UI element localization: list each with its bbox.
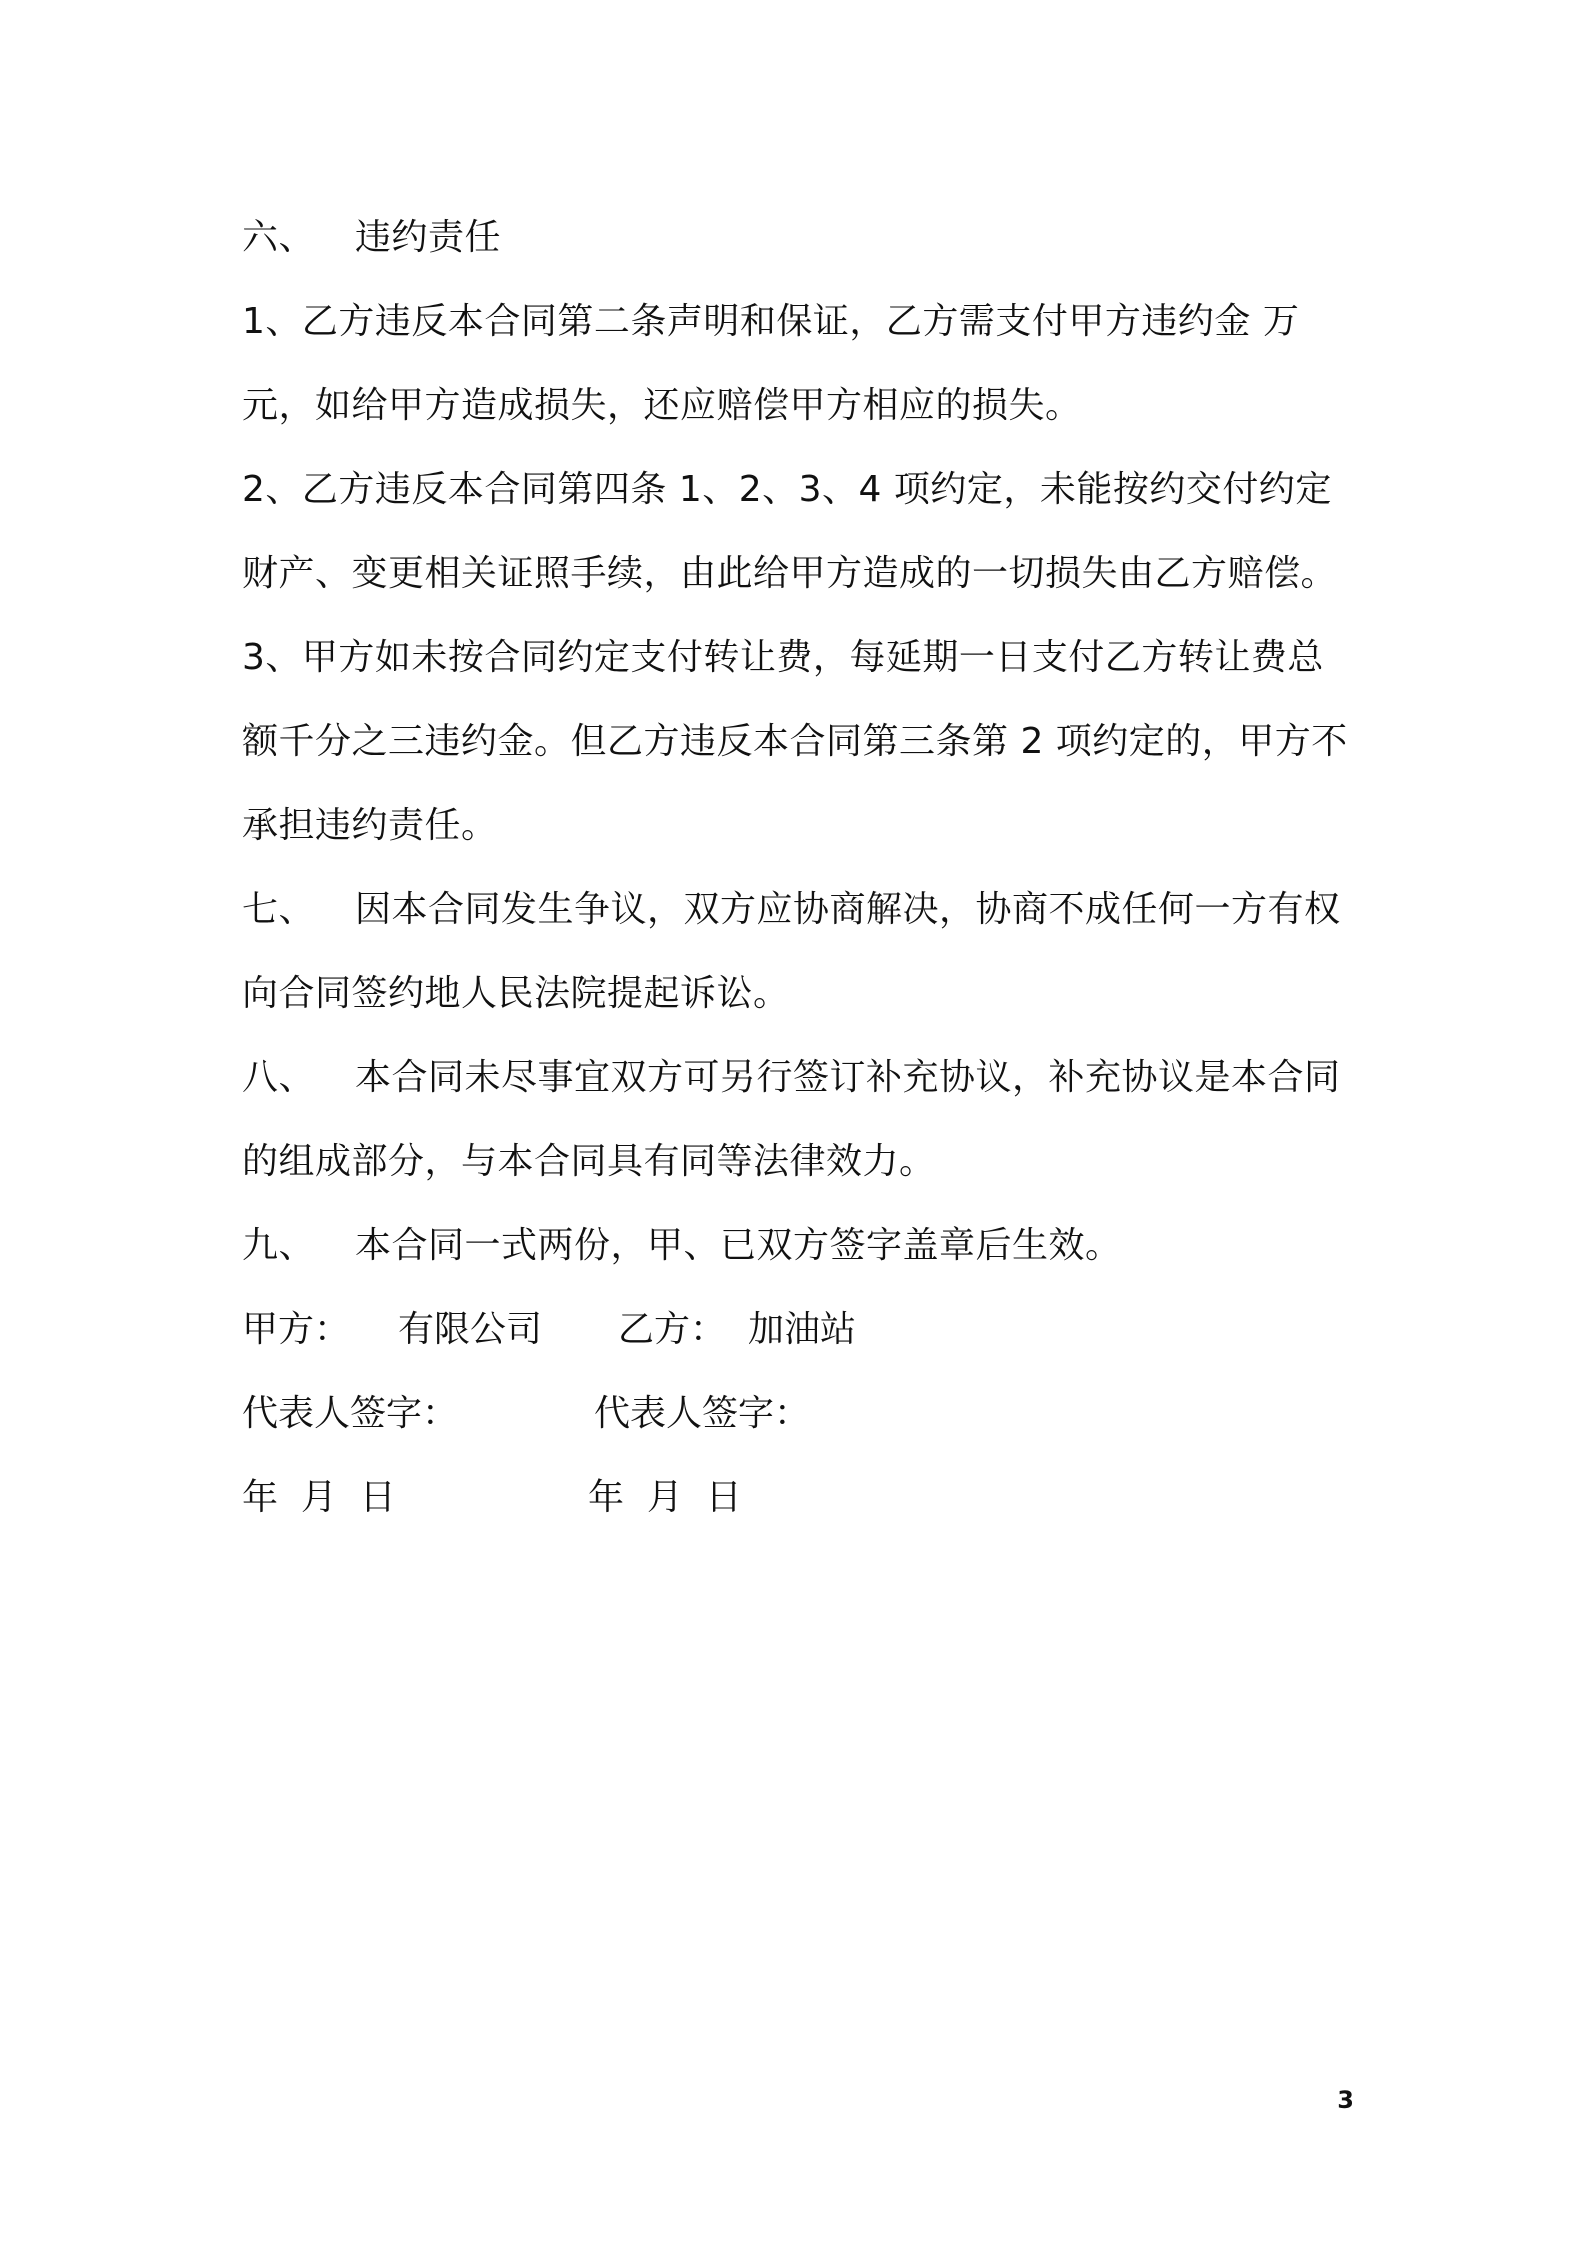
party-a-representative-label: 代表人签字：	[242, 1393, 459, 1434]
contract-body	[242, 196, 1362, 1540]
section-9-number: 九、	[242, 1225, 316, 1266]
section-8-text-1: 本合同未尽事宜双方可另行签订补充协议，补充协议是本合同	[355, 1057, 1341, 1098]
party-b-label: 乙方：	[618, 1309, 727, 1350]
section-6-number: 六、	[242, 217, 316, 258]
page-number: 3	[1337, 2086, 1354, 2114]
party-b-representative-label: 代表人签字：	[594, 1393, 811, 1434]
clause-6-3-line-1: 3、甲方如未按合同约定支付转让费，每延期一日支付乙方转让费总	[242, 637, 1324, 678]
section-7-line-2: 向合同签约地人民法院提起诉讼。	[242, 973, 790, 1014]
representative-row	[242, 1372, 1362, 1456]
clause-6-1-line-1: 1、乙方违反本合同第二条声明和保证，乙方需支付甲方违约金 万	[242, 301, 1300, 342]
section-9-line-1	[242, 1204, 1362, 1288]
section-7-line-1	[242, 868, 1362, 952]
party-a-label: 甲方：	[242, 1309, 351, 1350]
party-b-name: 加油站	[748, 1309, 857, 1350]
section-6-title: 违约责任	[355, 217, 502, 258]
section-8-line-1	[242, 1036, 1362, 1120]
clause-6-3-line-2: 额千分之三违约金。但乙方违反本合同第三条第 2 项约定的，甲方不	[242, 721, 1348, 762]
party-a-date: 年 月 日	[242, 1477, 396, 1518]
party-row	[242, 1288, 1362, 1372]
party-a-name: 有限公司	[398, 1309, 543, 1350]
section-9-text-1: 本合同一式两份，甲、已双方签字盖章后生效。	[355, 1225, 1122, 1266]
section-7-text-1: 因本合同发生争议，双方应协商解决，协商不成任何一方有权	[355, 889, 1341, 930]
section-8-number: 八、	[242, 1057, 316, 1098]
clause-6-2-line-2: 财产、变更相关证照手续，由此给甲方造成的一切损失由乙方赔偿。	[242, 553, 1338, 594]
date-row	[242, 1456, 1362, 1540]
section-6-heading	[242, 196, 1362, 280]
clause-6-1-line-2: 元，如给甲方造成损失，还应赔偿甲方相应的损失。	[242, 385, 1082, 426]
clause-6-2-line-1: 2、乙方违反本合同第四条 1、2、3、4 项约定，未能按约交付约定	[242, 469, 1332, 510]
section-7-number: 七、	[242, 889, 316, 930]
party-b-date: 年 月 日	[588, 1477, 742, 1518]
clause-6-3-line-3: 承担违约责任。	[242, 805, 498, 846]
section-8-line-2: 的组成部分，与本合同具有同等法律效力。	[242, 1141, 936, 1182]
